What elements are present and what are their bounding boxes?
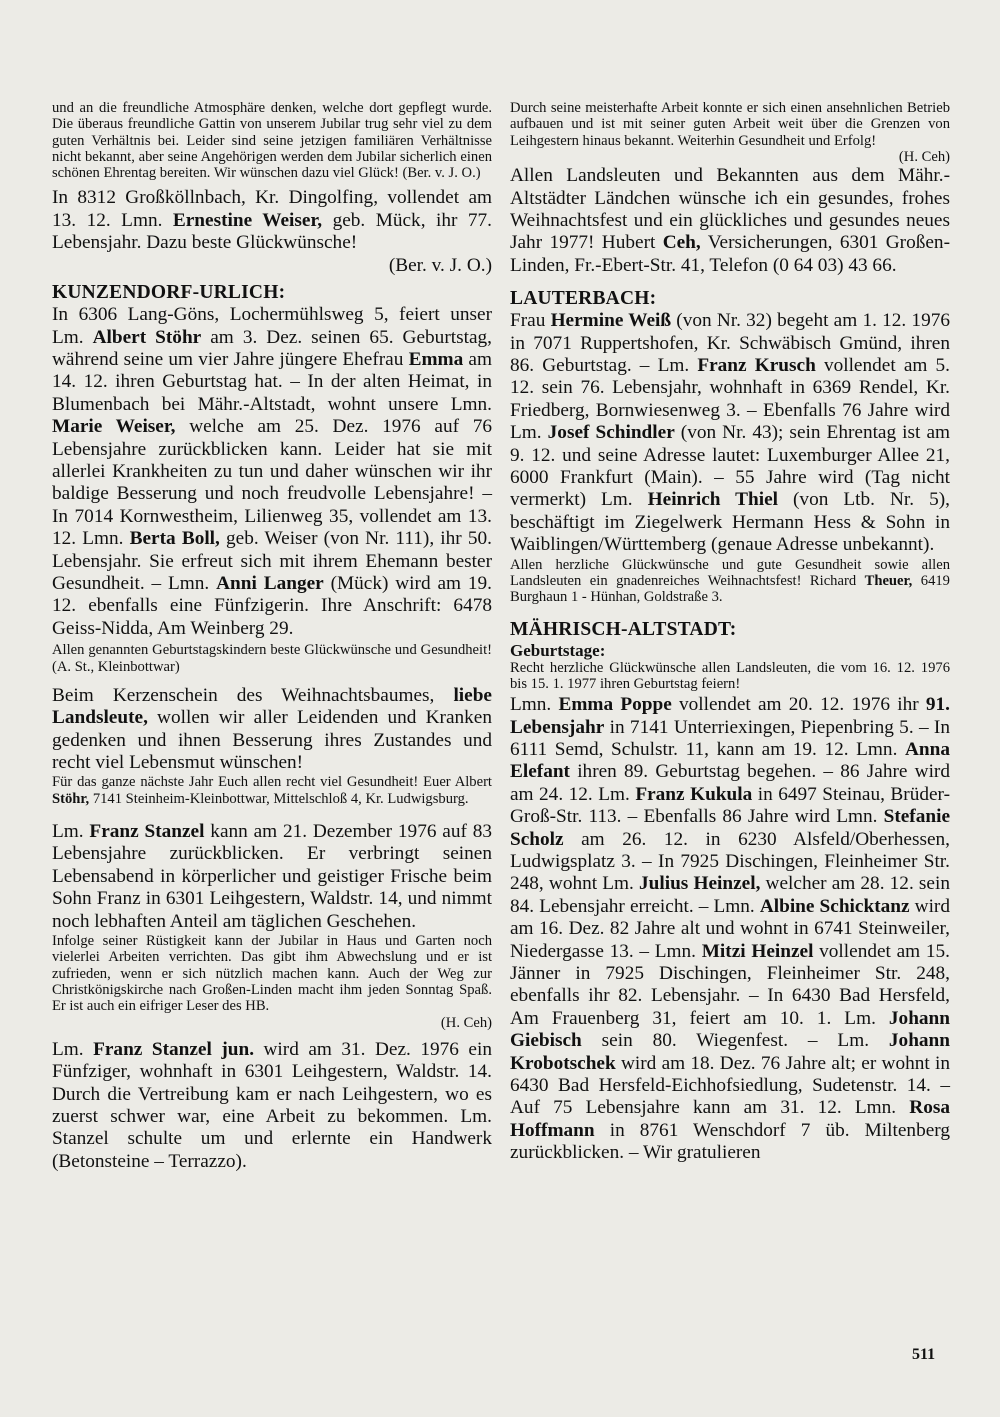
text-run: geb. Mück, ihr 77. Lebensjahr. Dazu beste Glückwünsche! [52,209,492,254]
bold-name: Ernestine Weiser, [172,209,323,231]
text-run: wird am 18. Dez. 76 Jahre alt; er wohnt in 6430 Bad Hersfeld-Eichhofsiedlung, Sudetenstr. 14. – Auf 75 Lebensjahre kann am 31. 12. Lmn. [510,1052,950,1119]
text-run: 7141 Steinheim-Kleinbottwar, Mittelschloß 4, Kr. Ludwigsburg. [89,790,469,807]
paragraph [52,187,492,254]
signature: (Ber. v. J. O.) [388,254,492,276]
bold-name: Theuer, [864,572,913,589]
paragraph [510,100,950,149]
bold-name: Albine Schicktanz [759,895,910,917]
right-column [510,100,950,1171]
text-run: welche am 25. Dez. 1976 auf 76 Lebensjahre zurückblicken kann. Leider hat sie mit allerlei Krankheiten zu tun und daher wünschen wir ihr baldige Besserung und noch freudvolle Lebensjahre! – In 7014 Kornwestheim, Lilienweg 35, vollendet am 13. 12. Lmn. [52,416,492,550]
paragraph [52,933,492,1014]
text-run: Allen genannten Geburtstagskindern beste Glückwünsche und Gesundheit! (A. St., Kleinbottwar) [52,642,492,675]
text-run: Versicherungen, 6301 Großen-Linden, Fr.-Ebert-Str. 41, Telefon (0 64 03) 43 66. [510,232,950,276]
text-run: Lm. [52,821,90,843]
paragraph [52,1039,492,1173]
bold-name: Franz Stanzel [89,821,205,843]
page-number: 511 [912,1346,936,1363]
bold-name: Franz Krusch [697,355,816,377]
text-run: sein 80. Wiegenfest. – Lm. [581,1030,889,1052]
bold-name: Mitzi Heinzel [701,940,814,962]
bold-name: Hermine Weiß [550,310,672,332]
text-run: Durch seine meisterhafte Arbeit konnte er sich einen ansehnlichen Betrieb aufbauen und ist mit seiner guten Arbeit weit über die Grenzen von Leihgestern hinaus bekannt. Weiterhin Gesundheit und Erfolg! [510,100,950,149]
bold-name: Berta Boll, [129,528,220,550]
bold-name: liebe Landsleute, [52,684,492,729]
bold-name: Ceh, [662,232,701,254]
section-heading: MÄHRISCH-ALTSTADT: [510,618,737,640]
text-run: am 14. 12. ihren Geburtstag hat. – In der alten Heimat, in Blumenbach bei Mähr.-Altstadt, wohnt unsere Lmn. [52,348,492,415]
paragraph [510,694,950,1165]
text-run: In 6306 Lang-Göns, Lochermühlsweg 5, feiert unser Lm. [52,304,492,348]
text-run: Beim Kerzenschein des Weihnachtsbaumes, [52,684,454,706]
signature: (H. Ceh) [898,148,950,165]
bold-name: Emma [408,348,464,370]
text-run: vollendet am 5. 12. sein 76. Lebensjahr, wohnhaft in 6369 Rendel, Kr. Friedberg, Bornwiesenweg 3. – Ebenfalls 76 Jahre wird Lm. [510,355,950,444]
text-run: am 3. Dez. seinen 65. Geburtstag, während seine um vier Jahre jüngere Ehefrau [52,326,492,370]
text-run: am 26. 12. in 6230 Alsfeld/Oberhessen, Ludwigsplatz 3. – In 7925 Dischingen, Fleinheimer Str. 248, wohnt Lm. [510,828,950,895]
text-run: wird am 31. Dez. 1976 ein Fünfziger, wohnhaft in 6301 Leihgestern, Waldstr. 14. Durch die Vertreibung kam er nach Leihgestern, wo es zuerst schwer war, eine Arbeit zu bekommen. Lm. Stanzel schulte um und erlernte ein Handwerk (Betonsteine – Terrazzo). [52,1038,492,1172]
bold-name: Franz Kukula [635,783,753,805]
text-run: Recht herzliche Glückwünsche allen Landsleuten, die vom 16. 12. 1976 bis 15. 1. 1977 ihren Geburtstag feiern! [510,659,950,692]
bold-name: Anna Elefant [510,738,950,783]
text-run: in 7141 Unterriexingen, Piepenbring 5. – In 6111 Semd, Schulstr. 11, kann am 19. 12. Lmn. [510,716,950,760]
paragraph [510,557,950,606]
text-run: vollendet am 15. Jänner in 7925 Dischingen, Fleinheimer Str. 248, ebenfalls ihr 82. Lebensjahr. – In 6430 Bad Hersfeld, Am Frauenberg 31, feiert am 10. 1. Lm. [510,940,950,1029]
section-heading: KUNZENDORF-URLICH: [52,282,286,304]
bold-name: Heinrich Thiel [647,489,778,511]
text-run: (Mück) wird am 19. 12. ebenfalls eine Fünfzigerin. Ihre Anschrift: 6478 Geiss-Nidda, Am Weinberg 29. [52,572,492,639]
text-run: Lmn. [510,694,559,716]
text-run: Lm. [52,1038,94,1060]
bold-name: Emma Poppe [558,694,672,716]
bold-name: Rosa Hoffmann [510,1097,950,1141]
paragraph [52,100,492,181]
bold-name: Josef Schindler [547,422,675,444]
bold-name: Anni Langer [216,572,324,594]
bold-name: 91. Lebensjahr [510,694,950,738]
text-run: wollen wir aller Leidenden und Kranken gedenken und ihnen Besserung ihres Zustandes und recht viel Lebensmut wünschen! [52,707,492,774]
text-run: geb. Weiser (von Nr. 111), ihr 50. Lebensjahr. Sie erfreut sich mit ihrem Ehemann bester Gesundheit. – Lmn. [52,528,492,594]
bold-name: Stefanie Scholz [510,806,950,850]
text-run: Allen herzliche Glückwünsche und gute Gesundheit sowie allen Landsleuten ein gnadenreiches Weihnachtsfest! Richard [510,556,950,589]
text-run: ihren 89. Geburtstag begehen. – 86 Jahre wird am 24. 12. Lm. [510,761,950,805]
bold-name: Stöhr, [52,790,90,807]
subheading: Geburtstage: [510,640,606,660]
text-run: 6419 Burghaun 1 - Hünhan, Goldstraße 3. [510,572,950,606]
text-run: (von Nr. 43); sein Ehrentag ist am 9. 12. und seine Adresse lautet: Luxemburger Allee 21, 6000 Frankfurt (Main). – 55 Jahre wird (Tag nicht vermerkt) Lm. [510,422,950,511]
paragraph [510,660,950,693]
text-run: vollendet am 20. 12. 1976 ihr [671,694,926,716]
signature: (H. Ceh) [440,1014,492,1031]
paragraph [510,310,950,556]
left-column [52,100,492,1179]
bold-name: Albert Stöhr [92,326,202,348]
text-run: Für das ganze nächste Jahr Euch allen recht viel Gesundheit! Euer Albert [52,774,492,791]
text-run: Frau [510,310,551,332]
bold-name: Julius Heinzel, [639,873,761,895]
paragraph [52,304,492,640]
paragraph [52,821,492,933]
paragraph [52,685,492,775]
text-run: in 8761 Wenschdorf 7 üb. Miltenberg zurückblicken. – Wir gratulieren [510,1119,950,1164]
paragraph [510,165,950,277]
bold-name: Franz Stanzel jun. [93,1038,255,1060]
paragraph [52,642,492,675]
bold-name: Johann Giebisch [510,1007,950,1052]
bold-name: Marie Weiser, [52,416,176,438]
text-run: welcher am 28. 12. sein 84. Lebensjahr erreicht. – Lmn. [510,873,950,917]
text-run: und an die freundliche Atmosphäre denken, welche dort gepflegt wurde. Die überaus freundliche Gattin von unserem Jubilar trug sehr viel zu dem guten Verhältnis bei. Leider sind seine jetzigen familiären Verhältnisse nicht bekannt, aber seine Angehörigen werden dem Jubilar sicherlich einen schönen Ehrentag bereiten. Wir wünschen dazu viel Glück! (Ber. v. J. O.) [52,100,492,182]
text-run: Infolge seiner Rüstigkeit kann der Jubilar in Haus und Garten noch vielerlei Arbeiten verrichten. Das gibt ihm Abwechslung und er ist zufrieden, wenn er sich nützlich machen kann. Auch der Weg zur Christkönigskirche nach Großen-Linden macht ihm jeden Sonntag Spaß. Er ist auch ein eifriger Leser des HB. [52,933,492,1015]
text-run: in 6497 Steinau, Brüder-Groß-Str. 113. – Ebenfalls 86 Jahre wird Lmn. [510,783,951,828]
paragraph [52,774,492,807]
section-heading: LAUTERBACH: [510,288,657,310]
text-run: (von Ltb. Nr. 5), beschäftigt im Ziegelwerk Hermann Hess & Sohn in Waiblingen/Württemberg (genaue Adresse unbekannt). [510,489,950,556]
text-run: Allen Landsleuten und Bekannten aus dem Mähr.-Altstädter Ländchen wünsche ich ein gesundes, frohes Weihnachtsfest und ein glückliches und gesundes neues Jahr 1977! Hubert [510,165,950,254]
text-run: wird am 16. Dez. 82 Jahre alt und wohnt in 6741 Steinweiler, Niedergasse 13. – Lmn. [510,895,950,962]
text-run: (von Nr. 32) begeht am 1. 12. 1976 in 7071 Ruppertshofen, Kr. Schwäbisch Gmünd, ihren 86. Geburtstag. – Lm. [510,310,950,377]
text-run: In 8312 Großköllnbach, Kr. Dingolfing, vollendet am 13. 12. Lmn. [52,187,492,231]
bold-name: Johann Krobotschek [510,1030,950,1074]
text-run: kann am 21. Dezember 1976 auf 83 Lebensjahre zurückblicken. Er verbringt seinen Lebensabend in körperlicher und geistiger Frische beim Sohn Franz in 6301 Leihgestern, Waldstr. 14, und nimmt noch lebhaften Anteil am täglichen Geschehen. [52,821,493,932]
